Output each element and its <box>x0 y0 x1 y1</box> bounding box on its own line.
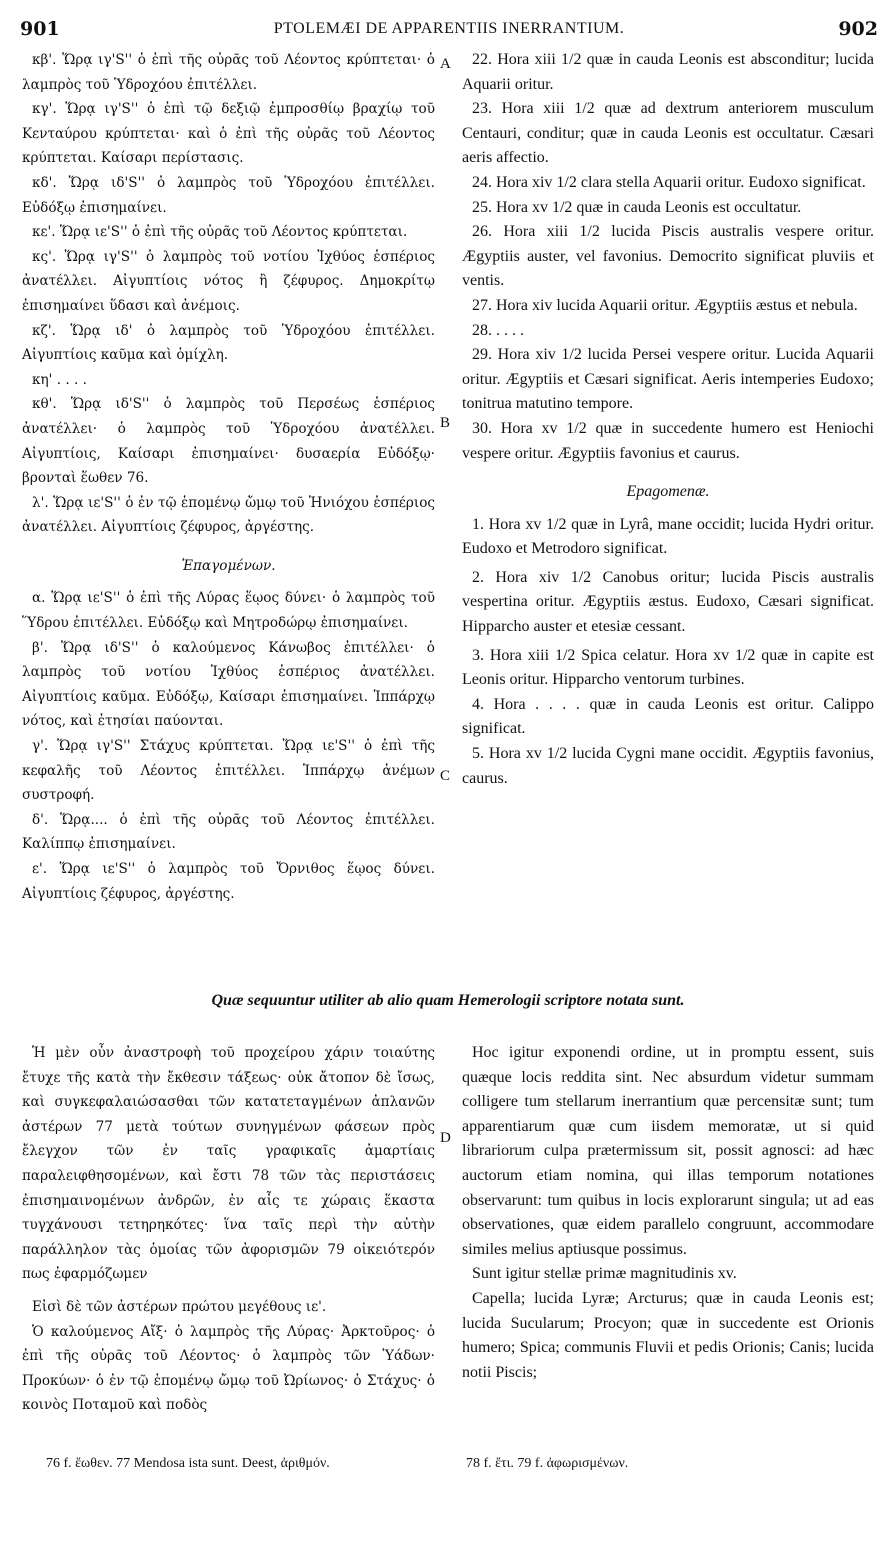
running-header <box>20 18 878 44</box>
latin-paragraph: Capella; lucida Lyræ; Arcturus; quæ in cauda Leonis est; lucida Sucularum; Procyon; quæ in succedente est Orionis humero; Spica; communis Fluvii et pedis Orionis; Canis; lucida notii Piscis; <box>462 1289 874 1381</box>
greek-epag-entry: α. Ὥρᾳ ιε'S'' ὁ ἐπὶ τῆς Λύρας ἕῳος δύνει· ὁ λαμπρὸς τοῦ Ὕδρου ἐπιτέλλει. Εὐδόξῳ καὶ Μητροδώρῳ ἐπισημαίνει. <box>22 590 435 632</box>
running-title: PTOLEMÆI DE APPARENTIIS INERRANTIUM. <box>273 20 625 37</box>
greek-column-bottom <box>22 1041 435 1418</box>
latin-entry: 29. Hora xiv 1/2 lucida Persei vespere oritur. Lucida Aquarii oritur. Ægyptiis et Cæsari significat. Aeris intemperies Eudoxo; tonitrua matutino tempore. <box>462 346 874 413</box>
section-heading: Quæ sequuntur utiliter ab alio quam Hemerologii scriptore notata sunt. <box>211 992 685 1009</box>
greek-entry: κς'. Ὥρᾳ ιγ'S'' ὁ λαμπρὸς τοῦ νοτίου Ἰχθύος ἑσπέριος ἀνατέλλει. Αἰγυπτίοις νότος ἢ ζέφυρος. Δημοκρίτῳ ἐπισημαίνει ὕδασι καὶ ἀνέμοις. <box>22 248 435 314</box>
latin-paragraph: Sunt igitur stellæ primæ magnitudinis xv. <box>472 1265 737 1283</box>
latin-epag-entry: 3. Hora xiii 1/2 Spica celatur. Hora xv 1/2 quæ in capite est Leonis oritur. Hipparcho ventorum turbines. <box>462 646 874 689</box>
greek-entry: λ'. Ὥρᾳ ιε'S'' ὁ ἐν τῷ ἑπομένῳ ὤμῳ τοῦ Ἡνιόχου ἑσπέριος ἀνατέλλει. Αἰγυπτίοις ζέφυρος, ἀργέστης. <box>22 494 435 536</box>
greek-epag-entry: γ'. Ὥρᾳ ιγ'S'' Στάχυς κρύπτεται. Ὥρᾳ ιε'S'' ὁ ἐπὶ τῆς κεφαλῆς τοῦ Λέοντος ἐπιτέλλει. Ἱππάρχῳ ἀνέμων συστροφή. <box>22 738 435 804</box>
latin-epag-entry: 4. Hora . . . . quæ in cauda Leonis est oritur. Calippo significat. <box>462 695 874 738</box>
margin-letter-c: C <box>440 768 451 784</box>
greek-entry: κγ'. Ὥρᾳ ιγ'S'' ὁ ἐπὶ τῷ δεξιῷ ἐμπροσθίῳ βραχίῳ τοῦ Κενταύρου κρύπτεται· καὶ ὁ ἐπὶ τῆς οὐρᾶς τοῦ Λέοντος κρύπτεται. Καίσαρι περίστασις. <box>22 101 435 167</box>
latin-column-top <box>462 48 874 791</box>
margin-letter-d: D <box>440 1130 451 1146</box>
page-number-right: 902 <box>838 18 878 40</box>
greek-column-top <box>22 48 435 906</box>
latin-entry: 25. Hora xv 1/2 quæ in cauda Leonis est occultatur. <box>472 198 802 216</box>
greek-paragraph: Ὁ καλούμενος Αἴξ· ὁ λαμπρὸς τῆς Λύρας· Ἀρκτοῦρος· ὁ ἐπὶ τῆς οὐρᾶς τοῦ Λέοντος· ὁ λαμπρὸς τῶν Ὑάδων· Προκύων· ὁ ἐν τῷ ἑπομένῳ ὤμῳ τοῦ Ὠρίωνος· ὁ Στάχυς· ὁ κοινὸς Ποταμοῦ καὶ ποδὸς <box>22 1323 435 1414</box>
page-number-left: 901 <box>20 18 60 40</box>
footnotes-right: 78 f. ἔτι. 79 f. ἀφωρισμένων. <box>466 1456 629 1471</box>
greek-entry: κβ'. Ὥρᾳ ιγ'S'' ὁ ἐπὶ τῆς οὐρᾶς τοῦ Λέοντος κρύπτεται· ὁ λαμπρὸς τοῦ Ὑδροχόου ἐπιτέλλει. <box>22 52 435 93</box>
latin-entry: 26. Hora xiii 1/2 lucida Piscis australis vespere oritur. Ægyptiis auster, vel favonius. Democrito significat pluviis et ventis. <box>462 223 874 290</box>
latin-entry: 27. Hora xiv lucida Aquarii oritur. Ægyptiis æstus et nebula. <box>472 296 858 314</box>
greek-epag-entry: β'. Ὥρᾳ ιδ'S'' ὁ καλούμενος Κάνωβος ἐπιτέλλει· ὁ λαμπρὸς τοῦ νοτίου Ἰχθύος ἑσπέριος ἀνατέλλει. Αἰγυπτίοις καῦμα. Εὐδόξῳ, Καίσαρι ἐπισημαίνει. Ἱππάρχῳ νότος, καὶ ἐτησίαι παύονται. <box>22 639 435 730</box>
greek-entry: κε'. Ὥρᾳ ιε'S'' ὁ ἐπὶ τῆς οὐρᾶς τοῦ Λέοντος κρύπτεται. <box>32 224 408 241</box>
greek-epag-entry: δ'. Ὥρᾳ.... ὁ ἐπὶ τῆς οὐρᾶς τοῦ Λέοντος ἐπιτέλλει. Καλίππῳ ἐπισημαίνει. <box>22 811 435 853</box>
greek-paragraph: Ἡ μὲν οὖν ἀναστροφὴ τοῦ προχείρου χάριν τοιαύτης ἔτυχε τῆς κατὰ τὴν ἔκθεσιν τάξεως· οὐκ ἄτοπον δὲ ἴσως, καὶ συγκεφαλαιώσασθαι τῶν κατατεταγμένων ἀπλανῶν ἀστέρων 77 μετὰ τούτων συνηγμένων φάσεων πρὸς ἔλεγχον τῶν ἐν ταῖς γραφικαῖς ἁμαρτίαις παραλειφθησομένων, καὶ ἔστι 78 τῶν τὰς περιστάσεις ἐπισημαινομένων ἀνδρῶν, ἐν αἷς τε χώραις ἕκαστα τυγχάνουσι τετηρηκότες· ἵνα ταῖς περὶ τὴν αὐτὴν παράλληλον τὰς ὁμοίας τῶν ἀφορισμῶν 79 οἰκειότερόν πως ἐφαρμόζωμεν <box>22 1045 435 1283</box>
margin-letter-b: B <box>440 415 451 431</box>
latin-entry: 23. Hora xiii 1/2 quæ ad dextrum anteriorem musculum Centauri, conditur; quæ in cauda Leonis est occultatur. Cæsari aeris affectio. <box>462 100 874 167</box>
latin-epag-entry: 2. Hora xiv 1/2 Canobus oritur; lucida Piscis australis vespertina oritur. Ægyptiis æstus. Eudoxo, Cæsari significat. Hipparcho auster et etesiæ cessant. <box>462 568 874 636</box>
latin-epag-entry: 1. Hora xv 1/2 quæ in Lyrâ, mane occidit; lucida Hydri oritur. Eudoxo et Metrodoro significat. <box>462 515 874 558</box>
footnotes-left: 76 f. ἕωθεν. 77 Mendosa ista sunt. Deest, ἀριθμόν. <box>46 1456 330 1471</box>
latin-epagomenae-title: Epagomenæ. <box>626 483 710 501</box>
latin-column-bottom <box>462 1041 874 1385</box>
margin-letter-a: A <box>440 56 451 72</box>
latin-entry: 24. Hora xiv 1/2 clara stella Aquarii oritur. Eudoxo significat. <box>472 173 866 191</box>
greek-paragraph: Εἰσὶ δὲ τῶν ἀστέρων πρώτου μεγέθους ιε'. <box>32 1298 327 1315</box>
latin-entry: 30. Hora xv 1/2 quæ in succedente humero est Heniochi vespere oritur. Ægyptiis favonius et caurus. <box>462 419 874 462</box>
greek-entry: κδ'. Ὥρᾳ ιδ'S'' ὁ λαμπρὸς τοῦ Ὑδροχόου ἐπιτέλλει. Εὐδόξῳ ἐπισημαίνει. <box>22 174 435 216</box>
latin-entry: 28. . . . . <box>472 321 524 339</box>
latin-epag-entry: 5. Hora xv 1/2 lucida Cygni mane occidit. Ægyptiis favonius, caurus. <box>462 745 874 787</box>
greek-entry: κθ'. Ὥρᾳ ιδ'S'' ὁ λαμπρὸς τοῦ Περσέως ἑσπέριος ἀνατέλλει· ὁ λαμπρὸς τοῦ Ὑδροχόου ἀνατέλλει. Αἰγυπτίοις, Καίσαρι ἐπισημαίνει· δυσαερία Εὐδόξῳ· βρονταὶ ἕωθεν 76. <box>22 396 435 487</box>
greek-entry: κη' . . . . <box>32 371 87 388</box>
greek-epagomenai-title: Ἐπαγομένων. <box>181 557 276 574</box>
latin-entry: 22. Hora xiii 1/2 quæ in cauda Leonis est absconditur; lucida Aquarii oritur. <box>462 51 874 93</box>
greek-entry: κζ'. Ὥρᾳ ιδ' ὁ λαμπρὸς τοῦ Ὑδροχόου ἐπιτέλλει. Αἰγυπτίοις καῦμα καὶ ὁμίχλη. <box>22 322 435 364</box>
greek-epag-entry: ε'. Ὥρᾳ ιε'S'' ὁ λαμπρὸς τοῦ Ὄρνιθος ἕῳος δύνει. Αἰγυπτίοις ζέφυρος, ἀργέστης. <box>22 861 435 902</box>
latin-paragraph: Hoc igitur exponendi ordine, ut in promptu essent, suis quæque locis reddita sint. Nec absurdum videtur summam colligere tum stellarum inerrantium quæ percensitæ sunt; tum apparentiarum quæ cum iisdem memoratæ, ut si quid librariorum culpa prætermissum sit, possit agnosci: ad hæc auctorum etiam nomina, qui illas temporum notationes observarunt: tum quibus in locis explorarunt singula; ut ad eas observationes, quæ eidem parallelo congruunt, accommodare similes melius aptiusque possimus. <box>462 1044 874 1258</box>
